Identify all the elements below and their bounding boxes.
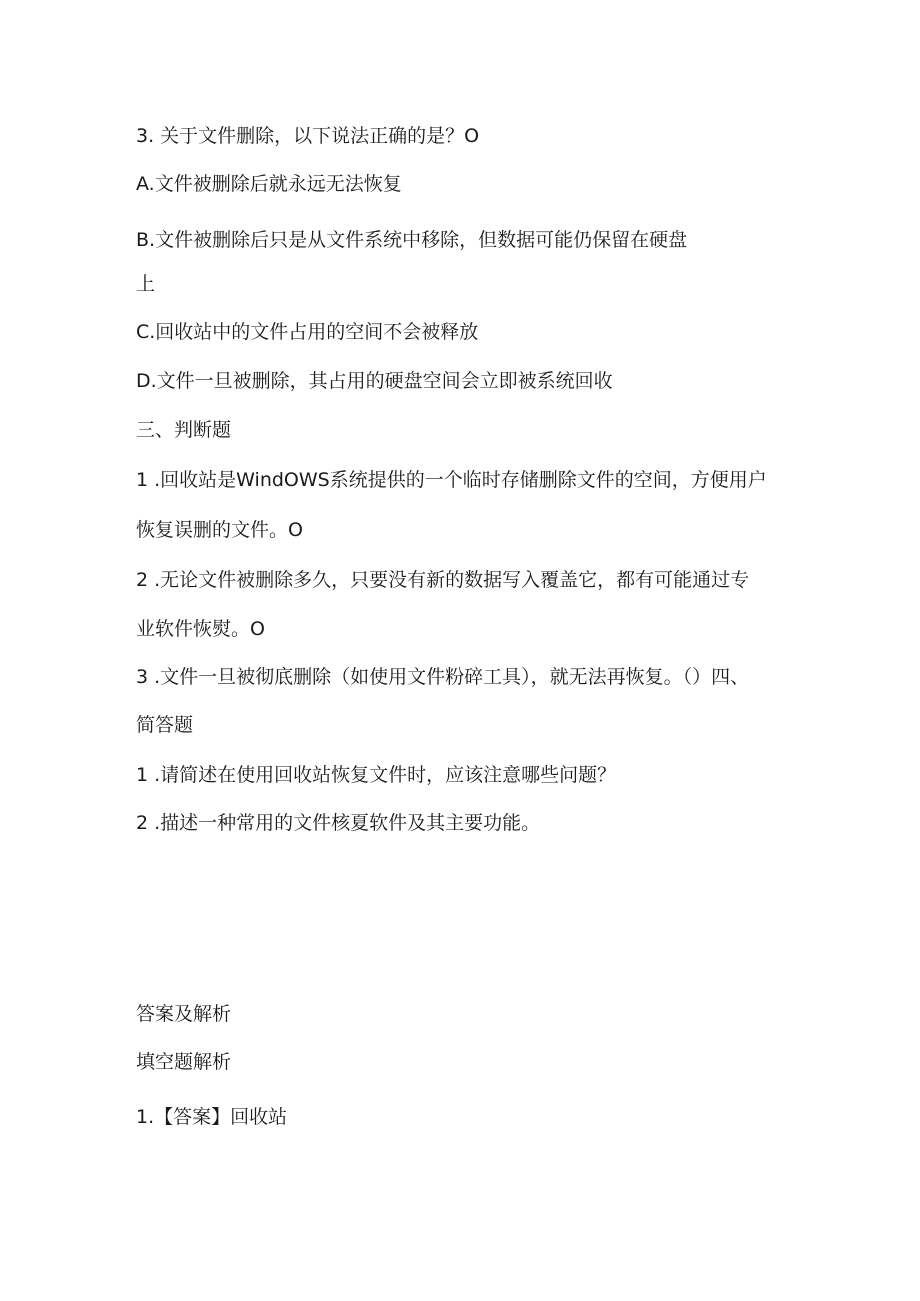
option-c: C.回收站中的文件占用的空间不会被释放 — [136, 321, 479, 343]
question-3-stem: 3. 关于文件删除，以下说法正确的是？O — [136, 125, 480, 147]
true-false-item-3: 3 .文件一旦被彻底删除（如使用文件粉碎工具），就无法再恢复。（）四、 — [136, 666, 750, 688]
answer-1: 1.【答案】回收站 — [136, 1106, 288, 1128]
true-false-item-1: 1 .回收站是WindOWS系统提供的一个临时存储删除文件的空间，方便用户 — [136, 469, 767, 491]
option-a: A.文件被删除后就永远无法恢复 — [136, 173, 402, 195]
short-answer-item-2: 2 .描述一种常用的文件核夏软件及其主要功能。 — [136, 812, 541, 834]
option-b-continued: 上 — [136, 273, 156, 295]
section-heading-short-answer: 简答题 — [136, 714, 194, 736]
true-false-item-2: 2 .无论文件被删除多久，只要没有新的数据写入覆盖它，都有可能通过专 — [136, 569, 750, 591]
true-false-item-1-continued: 恢复误删的文件。O — [136, 519, 303, 541]
short-answer-item-1: 1 .请简述在使用回收站恢复文件时，应该注意哪些问题？ — [136, 764, 617, 786]
option-d: D.文件一旦被删除，其占用的硬盘空间会立即被系统回收 — [136, 370, 613, 392]
answers-heading: 答案及解析 — [136, 1003, 232, 1025]
section-heading-true-false: 三、判断题 — [136, 419, 232, 441]
true-false-item-2-continued: 业软件恢熨。O — [136, 618, 265, 640]
fill-in-analysis-heading: 填空题解析 — [136, 1051, 232, 1073]
option-b: B.文件被删除后只是从文件系统中移除，但数据可能仍保留在硬盘 — [136, 229, 688, 251]
